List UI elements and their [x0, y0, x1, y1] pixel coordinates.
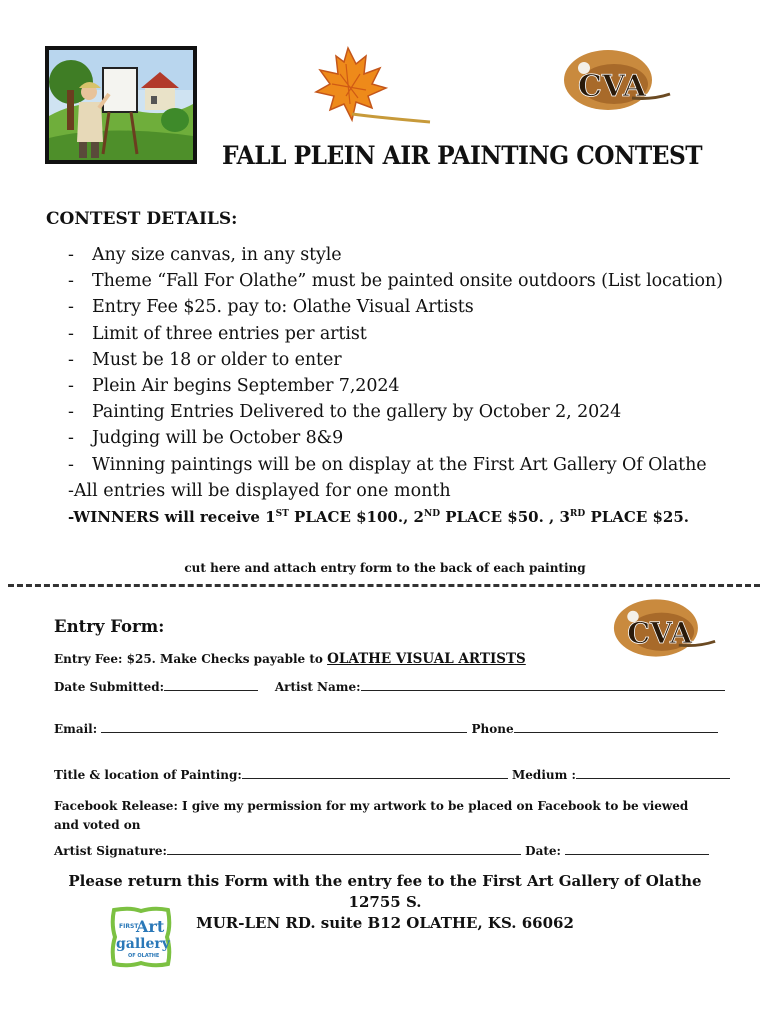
painter-clipart	[45, 46, 197, 164]
list-item: - Must be 18 or older to enter	[68, 349, 342, 370]
title-medium-row: Title & location of Painting: Medium :	[54, 768, 730, 782]
phone-field[interactable]	[514, 722, 718, 733]
list-item: - Limit of three entries per artist	[68, 323, 367, 344]
payee-name: OLATHE VISUAL ARTISTS	[327, 651, 526, 667]
cva-logo-text: CVA	[578, 69, 647, 104]
contest-details-list	[68, 245, 758, 481]
svg-text:Art: Art	[136, 917, 165, 936]
svg-text:gallery: gallery	[116, 936, 170, 952]
maple-leaf-icon	[302, 44, 434, 132]
cva-logo-text: CVA	[627, 616, 693, 651]
svg-text:OF OLATHE: OF OLATHE	[128, 953, 160, 959]
date-artist-row: Date Submitted: Artist Name:	[54, 680, 725, 694]
signature-date-row: Artist Signature: Date:	[54, 844, 709, 858]
entry-form-title: Entry Form:	[54, 617, 165, 636]
email-field[interactable]	[101, 722, 467, 733]
entry-fee-line: Entry Fee: $25. Make Checks payable to OLATHE VISUAL ARTISTS	[54, 651, 526, 667]
cut-instruction: cut here and attach entry form to the back of each painting	[184, 561, 586, 575]
email-phone-row: Email: Phone	[54, 722, 718, 736]
list-item: - Entry Fee $25. pay to: Olathe Visual Artists	[68, 297, 474, 318]
list-item: - Winning paintings will be on display at the First Art Gallery Of Olathe	[68, 454, 707, 475]
display-duration-note: -All entries will be displayed for one month	[68, 481, 451, 501]
page-title: FALL PLEIN AIR PAINTING CONTEST	[222, 141, 703, 170]
signature-date-field[interactable]	[565, 844, 709, 855]
return-instructions: Please return this Form with the entry fee to the First Art Gallery of Olathe 12755 S. MUR-LEN RD. suite B12 OLATHE, KS. 66062	[68, 872, 702, 932]
artist-name-field[interactable]	[361, 680, 725, 691]
title-location-field[interactable]	[242, 768, 508, 779]
cva-logo-form	[612, 592, 717, 662]
contest-details-heading: CONTEST DETAILS:	[46, 209, 238, 229]
list-item: - Any size canvas, in any style	[68, 245, 342, 265]
list-item: - Judging will be October 8&9	[68, 428, 344, 449]
list-item: - Plein Air begins September 7,2024	[68, 375, 400, 396]
art-gallery-logo	[110, 906, 172, 968]
list-item: - Theme “Fall For Olathe” must be painted onsite outdoors (List location)	[68, 271, 723, 292]
medium-field[interactable]	[576, 768, 730, 779]
winners-prizes-note: -WINNERS will receive 1ST PLACE $100., 2ND PLACE $50. , 3RD PLACE $25.	[68, 508, 690, 526]
facebook-release: Facebook Release: I give my permission for my artwork to be placed on Facebook to be viewed and voted on	[54, 799, 689, 832]
list-item: - Painting Entries Delivered to the gallery by October 2, 2024	[68, 402, 622, 423]
date-submitted-field[interactable]	[164, 680, 258, 691]
artist-signature-field[interactable]	[167, 844, 521, 855]
cut-dashed-line	[8, 584, 760, 587]
cva-logo	[562, 44, 672, 114]
svg-text:FIRST: FIRST	[119, 923, 139, 930]
